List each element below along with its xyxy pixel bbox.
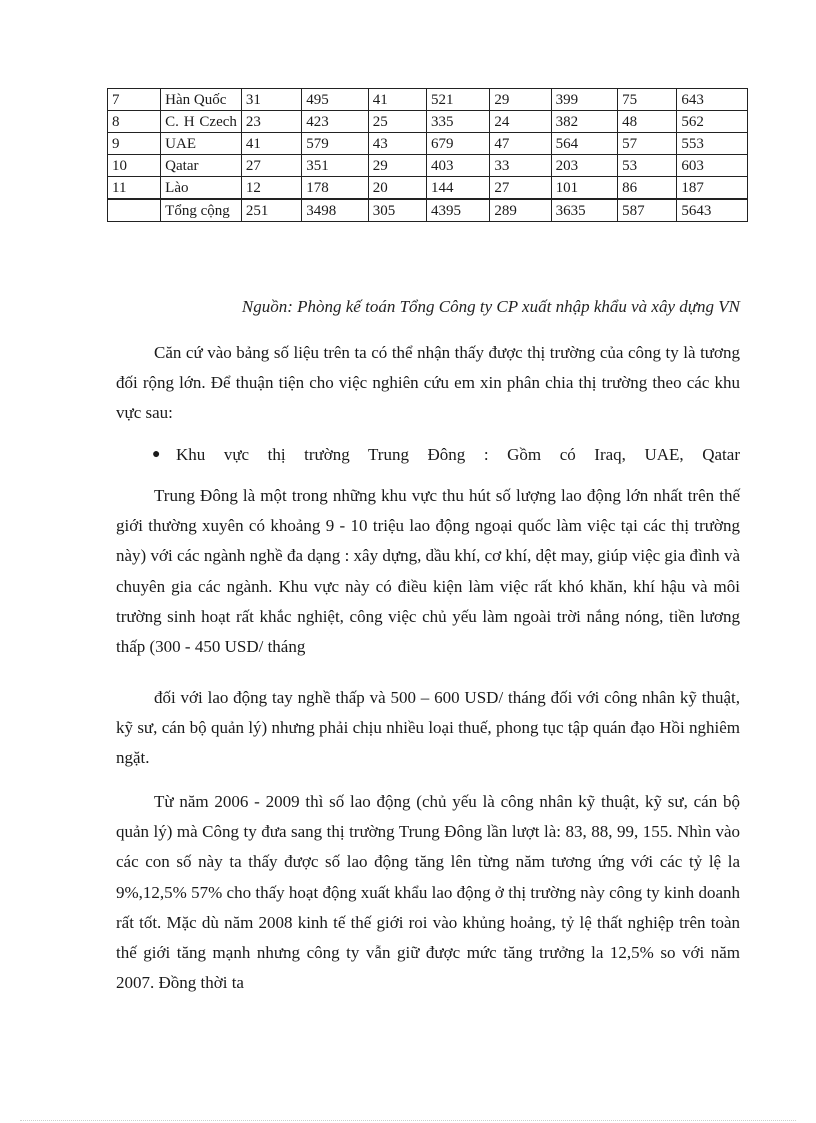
row-number: 7 (108, 89, 161, 111)
labor-export-table (107, 88, 748, 222)
table-cell: 86 (618, 177, 677, 200)
table-cell: 178 (302, 177, 368, 200)
table-source-note: Nguồn: Phòng kế toán Tổng Công ty CP xuất nhập khẩu và xây dựng VN (241, 297, 740, 316)
table-cell: 351 (302, 155, 368, 177)
country-cell: Lào (161, 177, 242, 200)
table-cell: 603 (677, 155, 748, 177)
table-cell: 12 (241, 177, 301, 200)
table-cell: 382 (551, 111, 617, 133)
total-cell: 251 (241, 199, 301, 222)
table-row (108, 133, 748, 155)
table-row (108, 111, 748, 133)
page-bottom-rule (20, 1120, 796, 1121)
paragraph (116, 787, 740, 998)
table-cell: 335 (426, 111, 489, 133)
total-cell: 5643 (677, 199, 748, 222)
table-cell: 27 (241, 155, 301, 177)
table-cell: 48 (618, 111, 677, 133)
table-cell: 24 (490, 111, 551, 133)
country-cell: C. H Czech (161, 111, 242, 133)
table-cell: 144 (426, 177, 489, 200)
bullet-dot-icon: ● (152, 447, 161, 462)
paragraph (116, 683, 740, 774)
table-cell: 562 (677, 111, 748, 133)
total-cell: 289 (490, 199, 551, 222)
total-cell: 4395 (426, 199, 489, 222)
table-cell: 399 (551, 89, 617, 111)
table-total-row (108, 199, 748, 222)
table-cell: 41 (241, 133, 301, 155)
paragraph-text: Từ năm 2006 - 2009 thì số lao động (chủ yếu là công nhân kỹ thuật, kỹ sư, cán bộ quản lý) mà Công ty đưa sang thị trường Trung Đông lần lượt là: 83, 88, 99, 155. Nhìn vào các con số này ta thấy được số lao động tăng lên từng năm tương ứng với các tỷ lệ la 9%,12,5% 57% cho thấy hoạt động xuất khẩu lao động ở thị trường này công ty kinh doanh rất tốt. Mặc dù năm 2008 kinh tế thế giới roi vào khủng hoảng, tỷ lệ thất nghiệp trên toàn thế giới tăng mạnh nhưng công ty vẫn giữ được mức tăng trưởng la 12,5% so với năm 2007. Đồng thời ta (116, 792, 740, 993)
table-cell: 521 (426, 89, 489, 111)
table-cell: 41 (368, 89, 426, 111)
paragraph (116, 338, 740, 429)
row-number: 9 (108, 133, 161, 155)
table-cell: 75 (618, 89, 677, 111)
table-cell: 643 (677, 89, 748, 111)
table-cell: 564 (551, 133, 617, 155)
table-cell: 423 (302, 111, 368, 133)
table-cell: 679 (426, 133, 489, 155)
total-cell: 3498 (302, 199, 368, 222)
total-label: Tổng cộng (161, 199, 242, 222)
row-number: 8 (108, 111, 161, 133)
paragraph-text: Căn cứ vào bảng số liệu trên ta có thể nhận thấy được thị trường của công ty là tương đối rộng lớn. Để thuận tiện cho việc nghiên cứu em xin phân chia thị trường theo các khu vực sau: (116, 343, 740, 423)
total-cell: 305 (368, 199, 426, 222)
table-cell: 20 (368, 177, 426, 200)
row-number: 10 (108, 155, 161, 177)
table-cell: 101 (551, 177, 617, 200)
table-row (108, 89, 748, 111)
table-cell: 23 (241, 111, 301, 133)
table-cell: 43 (368, 133, 426, 155)
country-cell: Qatar (161, 155, 242, 177)
total-cell: 587 (618, 199, 677, 222)
table-cell: 57 (618, 133, 677, 155)
total-cell: 3635 (551, 199, 617, 222)
table-cell: 33 (490, 155, 551, 177)
table-cell: 27 (490, 177, 551, 200)
country-cell: Hàn Quốc (161, 89, 242, 111)
table-cell: 203 (551, 155, 617, 177)
bullet-item (152, 440, 740, 470)
country-cell: UAE (161, 133, 242, 155)
paragraph-text: Trung Đông là một trong những khu vực thu hút số lượng lao động lớn nhất trên thế giới thường xuyên có khoảng 9 - 10 triệu lao động ngoại quốc làm việc tại các thị trường này) với các ngành nghề đa dạng : xây dựng, dầu khí, cơ khí, dệt may, giúp việc gia đình và chuyên gia các ngành. Khu vực này có điều kiện làm việc rất khó khăn, khí hậu và môi trường sinh hoạt rất khắc nghiệt, công việc chủ yếu làm ngoài trời nắng nóng, tiền lương thấp (300 - 450 USD/ tháng (116, 486, 740, 657)
table-cell: 495 (302, 89, 368, 111)
table-row (108, 177, 748, 200)
table-cell: 187 (677, 177, 748, 200)
row-number (108, 199, 161, 222)
row-number: 11 (108, 177, 161, 200)
table-cell: 579 (302, 133, 368, 155)
table-row (108, 155, 748, 177)
paragraph (116, 481, 740, 662)
table-cell: 31 (241, 89, 301, 111)
paragraph-text: đối với lao động tay nghề thấp và 500 – 600 USD/ tháng đối với công nhân kỹ thuật, kỹ sư, cán bộ quản lý) nhưng phải chịu nhiều loại thuế, phong tục tập quán đạo Hồi nghiêm ngặt. (116, 688, 740, 768)
table-cell: 403 (426, 155, 489, 177)
table-cell: 29 (368, 155, 426, 177)
table-cell: 25 (368, 111, 426, 133)
bullet-text: Khu vực thị trường Trung Đông : Gồm có Iraq, UAE, Qatar (176, 445, 740, 464)
table-cell: 53 (618, 155, 677, 177)
table-cell: 553 (677, 133, 748, 155)
table-cell: 47 (490, 133, 551, 155)
table-cell: 29 (490, 89, 551, 111)
